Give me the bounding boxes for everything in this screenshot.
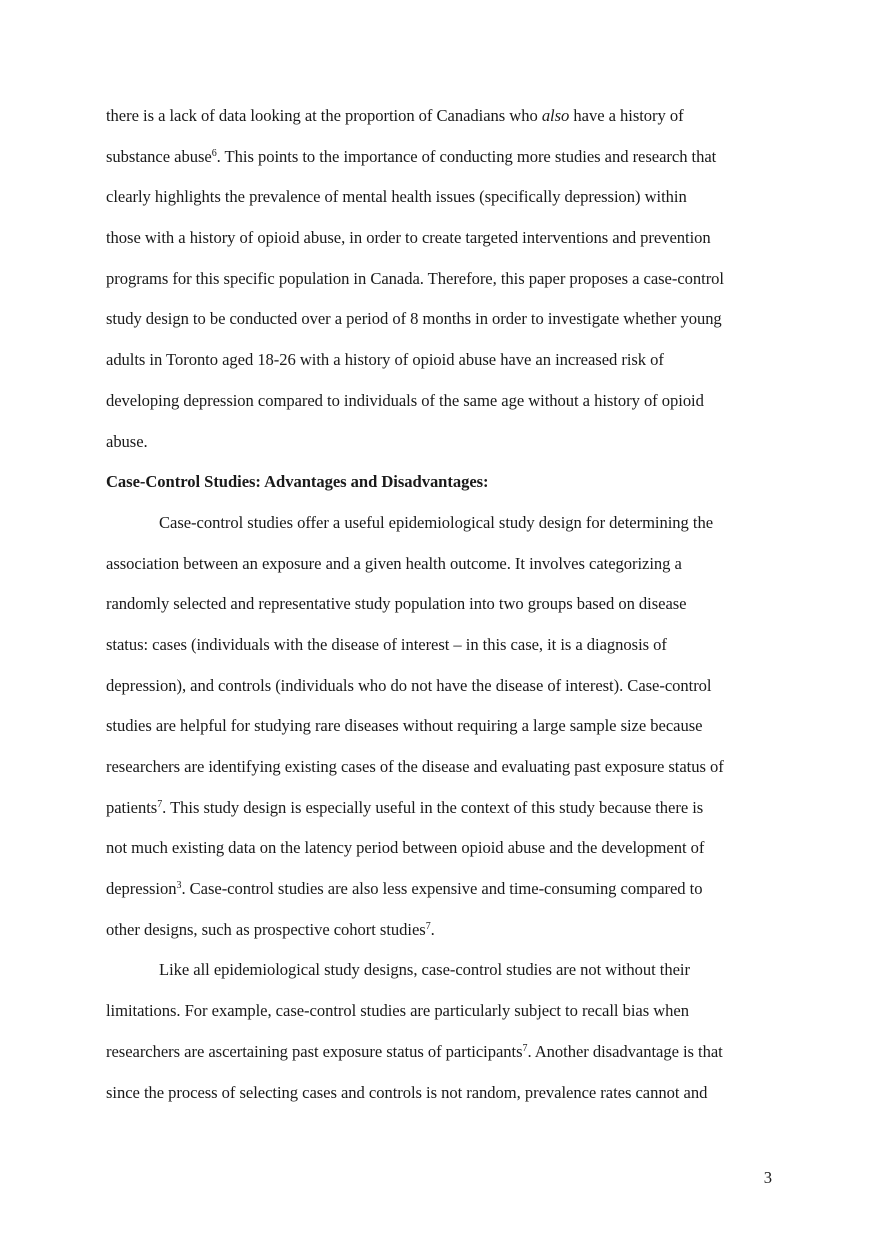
text-run: researchers are ascertaining past exposure status of participants: [106, 1041, 523, 1061]
text-run: other designs, such as prospective cohort studies: [106, 919, 426, 939]
text-run: patients: [106, 797, 158, 817]
body-text: [106, 96, 776, 1113]
text-line: clearly highlights the prevalence of mental health issues (specifically depression) within: [106, 187, 687, 207]
text-line: programs for this specific population in Canada. Therefore, this paper proposes a case-control: [106, 268, 724, 288]
text-run: . This points to the importance of conducting more studies and research that: [216, 146, 717, 166]
text-run: depression: [106, 879, 177, 899]
text-run: substance abuse: [106, 146, 212, 166]
text-line: depression), and controls (individuals who do not have the disease of interest). Case-control: [106, 675, 712, 695]
text-line: [106, 788, 776, 829]
text-line: since the process of selecting cases and controls is not random, prevalence rates cannot and: [106, 1082, 708, 1102]
citation-superscript: 7: [157, 798, 163, 810]
citation-superscript: 6: [211, 147, 217, 159]
text-line: status: cases (individuals with the disease of interest – in this case, it is a diagnosis of: [106, 634, 667, 654]
citation-superscript: 7: [425, 920, 431, 932]
text-line: association between an exposure and a given health outcome. It involves categorizing a: [106, 553, 682, 573]
text-line: studies are helpful for studying rare diseases without requiring a large sample size because: [106, 716, 703, 736]
text-line: abuse.: [106, 431, 148, 451]
text-line: [106, 910, 776, 951]
text-line: [106, 137, 776, 178]
text-run: .: [430, 919, 435, 939]
text-run: . This study design is especially useful in the context of this study because there is: [162, 797, 704, 817]
text-line: [106, 96, 776, 137]
text-line: randomly selected and representative study population into two groups based on disease: [106, 594, 687, 614]
text-line: Case-control studies offer a useful epidemiological study design for determining the: [159, 512, 714, 532]
text-run: there is a lack of data looking at the proportion of Canadians who: [106, 106, 542, 125]
text-line: researchers are identifying existing cases of the disease and evaluating past exposure status of: [106, 757, 724, 776]
italic-text: also: [541, 106, 570, 125]
text-run: . Another disadvantage is that: [527, 1041, 723, 1061]
text-line: [106, 1032, 776, 1073]
page-number: 3: [763, 1168, 772, 1187]
text-line: developing depression compared to individuals of the same age without a history of opioid: [106, 390, 704, 410]
section-heading: Case-Control Studies: Advantages and Disadvantages:: [106, 472, 489, 492]
text-line: Like all epidemiological study designs, case-control studies are not without their: [159, 960, 690, 980]
citation-superscript: 3: [176, 880, 182, 892]
text-line: not much existing data on the latency period between opioid abuse and the development of: [106, 838, 705, 858]
text-line: those with a history of opioid abuse, in order to create targeted interventions and prevention: [106, 228, 711, 248]
text-run: . Case-control studies are also less expensive and time-consuming compared to: [181, 879, 703, 899]
text-line: [106, 869, 776, 910]
citation-superscript: 7: [522, 1042, 528, 1054]
text-line: adults in Toronto aged 18-26 with a history of opioid abuse have an increased risk of: [106, 350, 664, 370]
text-line: study design to be conducted over a period of 8 months in order to investigate whether young: [106, 309, 722, 329]
text-line: limitations. For example, case-control studies are particularly subject to recall bias when: [106, 1001, 689, 1021]
text-run: have a history of: [569, 106, 684, 125]
